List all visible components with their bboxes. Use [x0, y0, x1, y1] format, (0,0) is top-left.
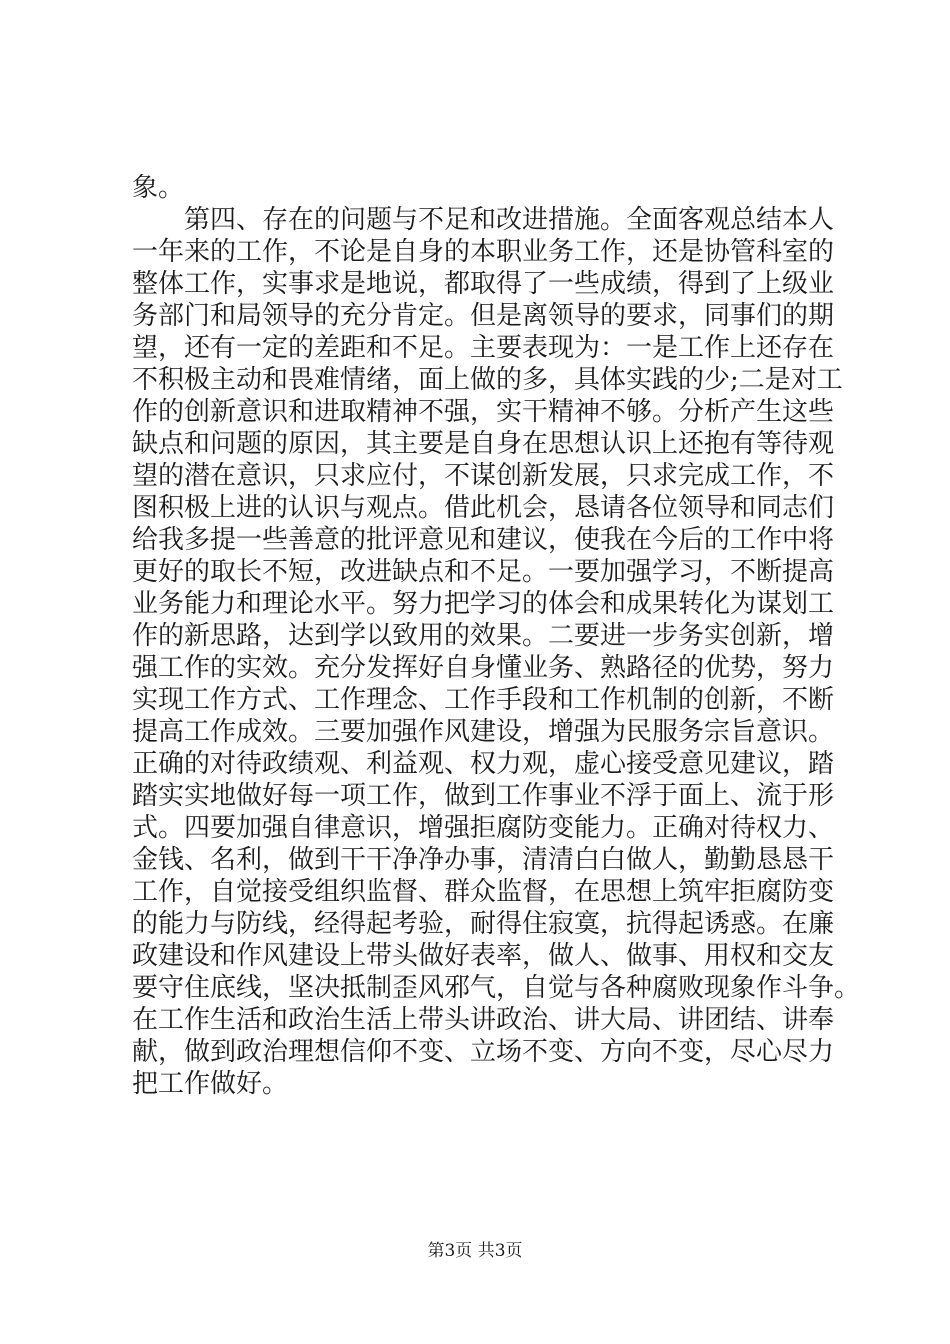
- text-line: 在工作生活和政治生活上带头讲政治、讲大局、讲团结、讲奉: [132, 1005, 835, 1035]
- text-line: 不积极主动和畏难情绪，面上做的多，具体实践的少;二是对工: [132, 365, 843, 395]
- text-line: 正确的对待政绩观、利益观、权力观，虚心接受意见建议，踏: [132, 749, 835, 779]
- text-line: 给我多提一些善意的批评意见和建议，使我在今后的工作中将: [132, 525, 835, 555]
- text-line: 图积极上进的认识与观点。借此机会，恳请各位领导和同志们: [132, 493, 835, 523]
- text-line: 强工作的实效。充分发挥好自身懂业务、熟路径的优势，努力: [132, 653, 835, 683]
- text-line: 望的潜在意识，只求应付，不谋创新发展，只求完成工作，不: [132, 461, 835, 491]
- text-line: 缺点和问题的原因，其主要是自身在思想认识上还抱有等待观: [132, 429, 835, 459]
- text-line: 望，还有一定的差距和不足。主要表现为：一是工作上还存在: [132, 333, 835, 363]
- text-line: 一年来的工作，不论是自身的本职业务工作，还是协管科室的: [132, 237, 835, 267]
- text-line: 工作，自觉接受组织监督、群众监督，在思想上筑牢拒腐防变: [132, 877, 835, 907]
- text-line: 踏实实地做好每一项工作，做到工作事业不浮于面上、流于形: [132, 781, 835, 811]
- text-line: 政建设和作风建设上带头做好表率，做人、做事、用权和交友: [132, 941, 835, 971]
- text-line: 象。: [132, 173, 185, 203]
- text-line: 要守住底线，坚决抵制歪风邪气，自觉与各种腐败现象作斗争。: [132, 973, 861, 1003]
- text-line: 整体工作，实事求是地说，都取得了一些成绩，得到了上级业: [132, 269, 835, 299]
- text-line: 实现工作方式、工作理念、工作手段和工作机制的创新，不断: [132, 685, 835, 715]
- text-line: 业务能力和理论水平。努力把学习的体会和成果转化为谋划工: [132, 589, 835, 619]
- text-line: 金钱、名利，做到干干净净办事，清清白白做人，勤勤恳恳干: [132, 845, 835, 875]
- text-line: 更好的取长不短，改进缺点和不足。一要加强学习，不断提高: [132, 557, 835, 587]
- text-line: 式。四要加强自律意识，增强拒腐防变能力。正确对待权力、: [132, 813, 835, 843]
- text-line: 作的新思路，达到学以致用的效果。二要进一步务实创新，增: [132, 621, 835, 651]
- text-line: 提高工作成效。三要加强作风建设，增强为民服务宗旨意识。: [132, 717, 835, 747]
- text-line: 把工作做好。: [132, 1069, 289, 1099]
- text-line: 献，做到政治理想信仰不变、立场不变、方向不变，尽心尽力: [132, 1037, 835, 1067]
- text-line: 作的创新意识和进取精神不强，实干精神不够。分析产生这些: [132, 397, 835, 427]
- text-line: 务部门和局领导的充分肯定。但是离领导的要求，同事们的期: [132, 301, 835, 331]
- text-line: 第四、存在的问题与不足和改进措施。全面客观总结本人: [132, 205, 835, 235]
- page-footer: 第3页 共3页: [427, 1241, 523, 1261]
- text-line: 的能力与防线，经得起考验，耐得住寂寞，抗得起诱惑。在廉: [132, 909, 835, 939]
